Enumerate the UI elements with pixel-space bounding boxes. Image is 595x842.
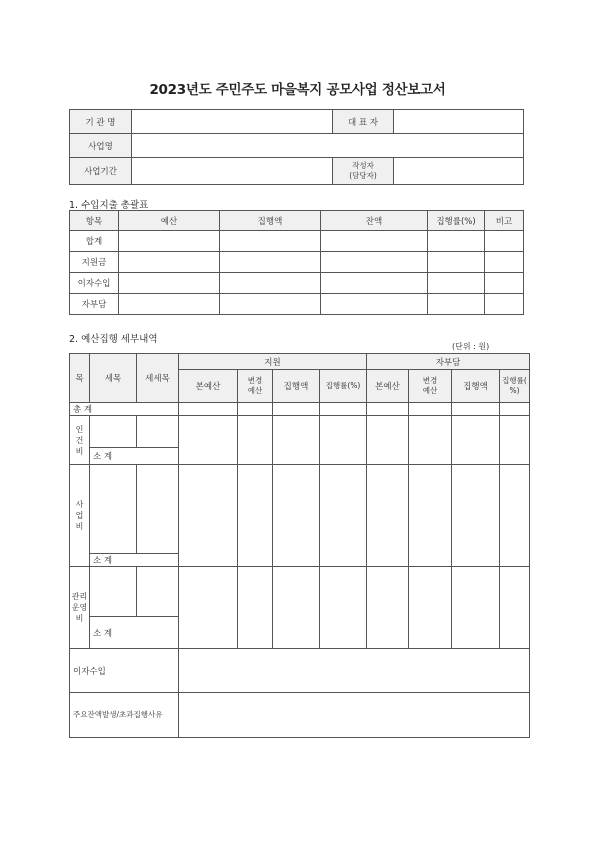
table-row bbox=[70, 273, 524, 294]
detail-cell[interactable] bbox=[452, 403, 500, 416]
summary-row-label: 합계 bbox=[70, 231, 119, 252]
detail-cell[interactable] bbox=[320, 465, 367, 567]
summary-cell[interactable] bbox=[321, 294, 428, 315]
detail-cell[interactable] bbox=[179, 416, 238, 465]
detail-cell[interactable] bbox=[238, 416, 273, 465]
detail-cell[interactable] bbox=[320, 567, 367, 649]
summary-row-label: 자부담 bbox=[70, 294, 119, 315]
detail-cell[interactable] bbox=[273, 465, 320, 567]
detail-cell[interactable] bbox=[90, 416, 137, 448]
detail-cell[interactable] bbox=[452, 567, 500, 649]
detail-cell[interactable] bbox=[409, 465, 452, 567]
header-self-exec: 집행액 bbox=[452, 370, 500, 403]
detail-cell[interactable] bbox=[238, 465, 273, 567]
writer-value[interactable] bbox=[394, 158, 524, 185]
page-title: 2023년도 주민주도 마을복지 공모사업 정산보고서 bbox=[149, 82, 446, 98]
detail-cell[interactable] bbox=[367, 465, 409, 567]
detail-cell[interactable] bbox=[238, 403, 273, 416]
project-value[interactable] bbox=[132, 134, 524, 158]
category-admin-line: 비 bbox=[75, 614, 84, 623]
category-project-char: 업 bbox=[75, 511, 84, 520]
writer-label bbox=[333, 158, 394, 185]
category-project-char: 비 bbox=[75, 522, 84, 531]
summary-cell[interactable] bbox=[220, 273, 321, 294]
header-sesemok: 세세목 bbox=[137, 354, 179, 403]
table-row bbox=[70, 294, 524, 315]
period-label: 사업기간 bbox=[70, 158, 132, 185]
header-self-rate-line1: 집행률( bbox=[502, 376, 527, 385]
detail-cell[interactable] bbox=[320, 416, 367, 465]
summary-cell[interactable] bbox=[485, 273, 524, 294]
category-labor-char: 비 bbox=[75, 446, 84, 456]
detail-cell[interactable] bbox=[500, 403, 530, 416]
header-change-line2: 예산 bbox=[247, 386, 263, 395]
summary-cell[interactable] bbox=[220, 252, 321, 273]
header-orig-budget: 본예산 bbox=[179, 370, 238, 403]
detail-cell[interactable] bbox=[273, 403, 320, 416]
table-row bbox=[70, 403, 530, 416]
summary-header-balance: 잔액 bbox=[321, 211, 428, 231]
detail-cell[interactable] bbox=[273, 416, 320, 465]
detail-cell[interactable] bbox=[90, 465, 137, 554]
summary-cell[interactable] bbox=[321, 252, 428, 273]
summary-row-label: 이자수입 bbox=[70, 273, 119, 294]
writer-label-sub: (담당자) bbox=[349, 171, 377, 180]
category-admin-line: 운영 bbox=[71, 603, 88, 612]
table-row bbox=[70, 416, 530, 448]
rep-label: 대 표 자 bbox=[333, 110, 394, 134]
summary-cell[interactable] bbox=[485, 294, 524, 315]
total-label: 총 계 bbox=[70, 403, 179, 416]
category-admin-line: 관리 bbox=[71, 592, 88, 601]
detail-cell[interactable] bbox=[452, 465, 500, 567]
detail-table bbox=[69, 353, 530, 738]
info-table bbox=[69, 109, 524, 185]
interest-label: 이자수입 bbox=[70, 649, 179, 693]
section2-title: 2. 예산집행 세부내역 bbox=[69, 334, 158, 345]
header-rate: 집행률(%) bbox=[320, 370, 367, 403]
org-value[interactable] bbox=[132, 110, 333, 134]
detail-cell[interactable] bbox=[137, 567, 179, 617]
header-exec: 집행액 bbox=[273, 370, 320, 403]
reason-label: 주요잔액발생/초과집행사유 bbox=[70, 693, 179, 738]
category-labor-char: 인 bbox=[75, 424, 84, 434]
header-self-change-line1: 변경 bbox=[422, 376, 438, 385]
summary-cell[interactable] bbox=[119, 294, 220, 315]
detail-cell[interactable] bbox=[452, 416, 500, 465]
table-row bbox=[70, 693, 530, 738]
summary-cell[interactable] bbox=[321, 273, 428, 294]
detail-cell[interactable] bbox=[137, 416, 179, 448]
category-project-char: 사 bbox=[75, 500, 84, 509]
table-row bbox=[70, 649, 530, 693]
detail-cell[interactable] bbox=[500, 416, 530, 465]
summary-cell[interactable] bbox=[485, 252, 524, 273]
summary-cell[interactable] bbox=[321, 231, 428, 252]
summary-cell[interactable] bbox=[428, 294, 485, 315]
category-labor-char: 건 bbox=[75, 435, 84, 445]
summary-header-note: 비고 bbox=[485, 211, 524, 231]
category-project bbox=[70, 465, 90, 567]
summary-cell[interactable] bbox=[220, 231, 321, 252]
summary-header-exec: 집행액 bbox=[220, 211, 321, 231]
interest-value[interactable] bbox=[179, 649, 530, 693]
detail-cell[interactable] bbox=[179, 465, 238, 567]
detail-cell[interactable] bbox=[367, 416, 409, 465]
detail-cell[interactable] bbox=[238, 567, 273, 649]
header-mok: 목 bbox=[70, 354, 90, 403]
summary-cell[interactable] bbox=[428, 273, 485, 294]
header-self-change-line2: 예산 bbox=[422, 386, 438, 395]
summary-cell[interactable] bbox=[220, 294, 321, 315]
header-self: 자부담 bbox=[367, 354, 530, 370]
detail-cell[interactable] bbox=[500, 465, 530, 567]
header-support: 지원 bbox=[179, 354, 367, 370]
detail-cell[interactable] bbox=[409, 567, 452, 649]
detail-cell[interactable] bbox=[179, 567, 238, 649]
project-label: 사업명 bbox=[70, 134, 132, 158]
summary-cell[interactable] bbox=[119, 231, 220, 252]
table-row bbox=[70, 465, 530, 554]
header-self-change-budget bbox=[409, 370, 452, 403]
summary-row-label: 지원금 bbox=[70, 252, 119, 273]
rep-value[interactable] bbox=[394, 110, 524, 134]
header-change-budget bbox=[238, 370, 273, 403]
org-label: 기 관 명 bbox=[70, 110, 132, 134]
detail-cell[interactable] bbox=[409, 403, 452, 416]
period-value[interactable] bbox=[132, 158, 333, 185]
detail-cell[interactable] bbox=[367, 567, 409, 649]
table-row bbox=[70, 567, 530, 617]
summary-cell[interactable] bbox=[119, 252, 220, 273]
detail-cell[interactable] bbox=[137, 465, 179, 554]
subtotal-label: 소 계 bbox=[90, 448, 179, 465]
detail-cell[interactable] bbox=[409, 416, 452, 465]
detail-cell[interactable] bbox=[273, 567, 320, 649]
detail-cell[interactable] bbox=[90, 567, 137, 617]
reason-value[interactable] bbox=[179, 693, 530, 738]
detail-cell[interactable] bbox=[500, 567, 530, 649]
table-row bbox=[70, 231, 524, 252]
header-semok: 세목 bbox=[90, 354, 137, 403]
summary-header-item: 항목 bbox=[70, 211, 119, 231]
summary-cell[interactable] bbox=[119, 273, 220, 294]
header-self-orig-budget: 본예산 bbox=[367, 370, 409, 403]
header-change-line1: 변경 bbox=[247, 376, 263, 385]
detail-cell[interactable] bbox=[367, 403, 409, 416]
table-row bbox=[70, 252, 524, 273]
summary-header-budget: 예산 bbox=[119, 211, 220, 231]
section1-title: 1. 수입지출 총괄표 bbox=[69, 200, 149, 211]
summary-table bbox=[69, 210, 524, 315]
detail-cell[interactable] bbox=[179, 403, 238, 416]
subtotal-label: 소 계 bbox=[90, 617, 179, 649]
header-self-rate bbox=[500, 370, 530, 403]
summary-cell[interactable] bbox=[485, 231, 524, 252]
unit-note: (단위 : 원) bbox=[452, 342, 490, 351]
category-labor bbox=[70, 416, 90, 465]
header-self-rate-line2: %) bbox=[509, 386, 520, 395]
category-admin bbox=[70, 567, 90, 649]
summary-cell[interactable] bbox=[428, 252, 485, 273]
writer-label-main: 작성자 bbox=[352, 161, 374, 170]
detail-cell[interactable] bbox=[320, 403, 367, 416]
subtotal-label: 소 계 bbox=[90, 554, 179, 567]
summary-header-rate: 집행률(%) bbox=[428, 211, 485, 231]
summary-cell[interactable] bbox=[428, 231, 485, 252]
